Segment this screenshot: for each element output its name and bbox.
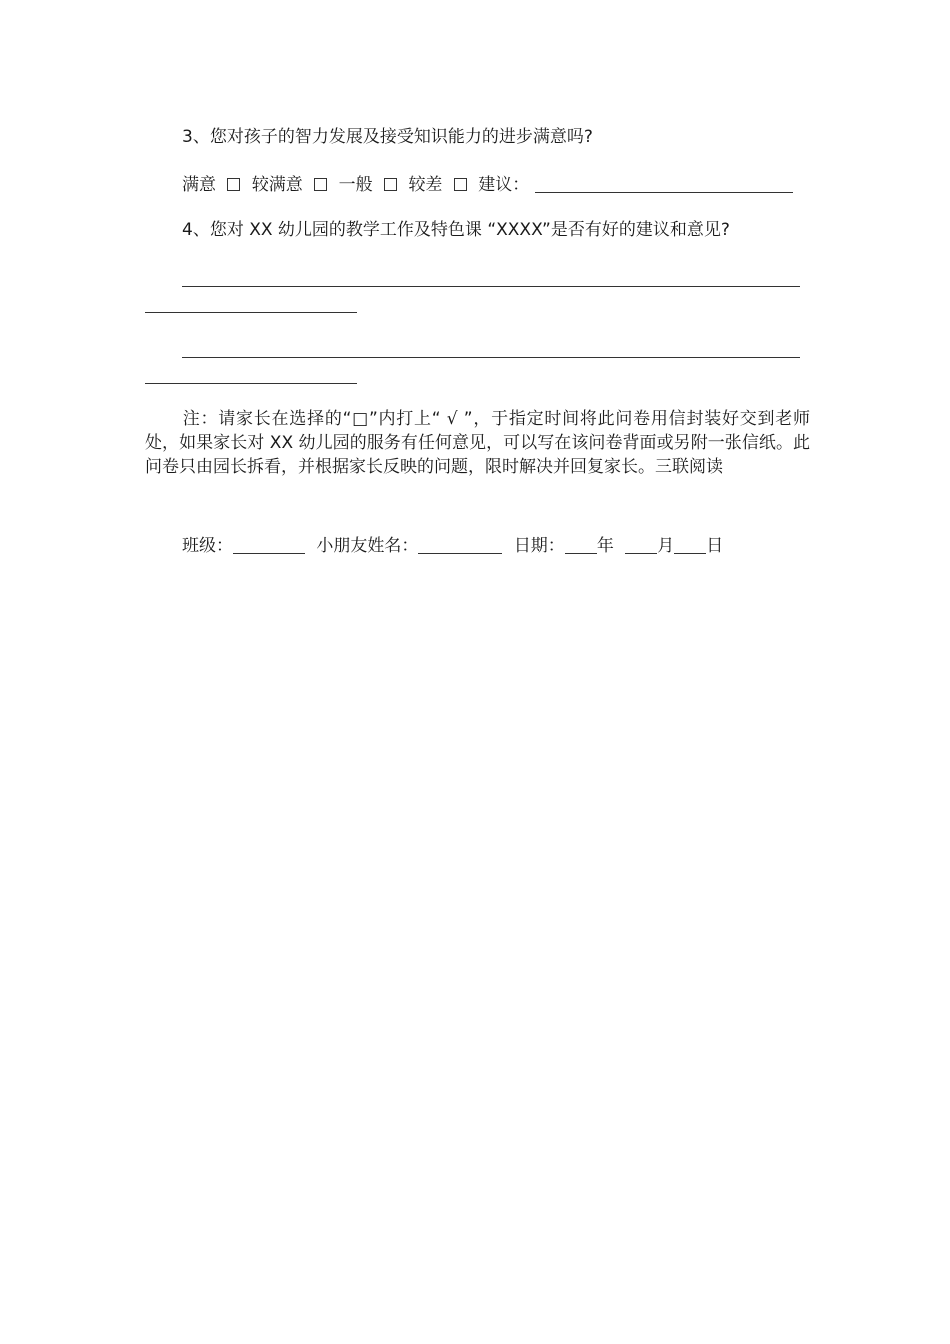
checkbox-satisfied[interactable] [227, 178, 240, 191]
child-name-blank[interactable] [418, 535, 502, 554]
instructions-note [145, 407, 810, 479]
class-blank[interactable] [233, 535, 305, 554]
satisfaction-options [182, 173, 793, 197]
checkbox-poor[interactable] [454, 178, 467, 191]
note-text: 注：请家长在选择的“□”内打上“ √ ”，于指定时间将此问卷用信封装好交到老师处，如果家长对 XX 幼儿园的服务有任何意见，可以写在该问卷背面或另附一张信纸。此问卷只由园长拆看，并根据家长反映的问题，限时解决并回复家长。三联阅读 [145, 409, 810, 477]
month-label: 月 [657, 536, 675, 556]
day-blank[interactable] [674, 535, 706, 554]
option-label-satisfied: 满意 [182, 175, 216, 195]
month-blank[interactable] [625, 535, 657, 554]
class-label: 班级： [182, 536, 233, 556]
suggestion-label: 建议： [478, 175, 530, 195]
answer-line-2a[interactable] [182, 357, 800, 358]
year-blank[interactable] [565, 535, 597, 554]
day-label: 日 [706, 536, 724, 556]
checkbox-fairly-satisfied[interactable] [314, 178, 327, 191]
year-label: 年 [596, 536, 614, 556]
answer-line-1a[interactable] [182, 286, 800, 287]
option-label-poor: 较差 [408, 175, 443, 195]
date-label: 日期： [513, 536, 565, 556]
answer-line-1b[interactable] [145, 312, 357, 313]
question-3: 3、您对孩子的智力发展及接受知识能力的进步满意吗? [182, 127, 593, 147]
footer-fields [182, 534, 723, 558]
answer-line-2b[interactable] [145, 383, 357, 384]
suggestion-blank[interactable] [535, 174, 793, 193]
child-name-label: 小朋友姓名： [316, 536, 419, 556]
option-label-fairly-satisfied: 较满意 [251, 175, 303, 195]
checkbox-average[interactable] [384, 178, 397, 191]
question-4: 4、您对 XX 幼儿园的教学工作及特色课 “XXXX”是否有好的建议和意见? [182, 220, 730, 240]
option-label-average: 一般 [338, 175, 373, 195]
